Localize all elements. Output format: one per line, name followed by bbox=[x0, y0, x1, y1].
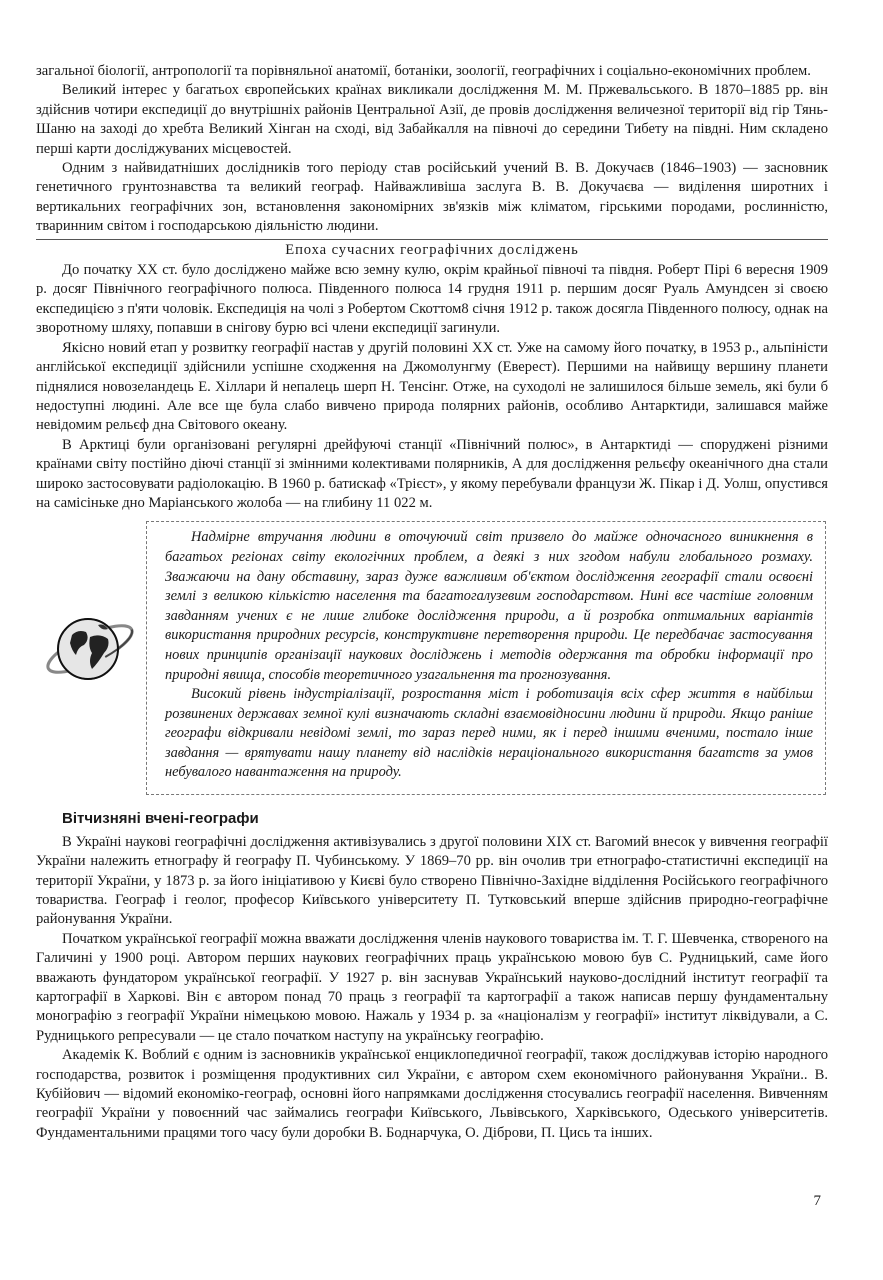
section-subheading: Епоха сучасних географічних досліджень bbox=[36, 239, 828, 260]
paragraph: загальної біології, антропології та порівняльної анатомії, ботаніки, зоології, географічних і соціально-економічних проблем. bbox=[36, 63, 811, 79]
globe-icon bbox=[38, 599, 138, 699]
paragraph: В Україні наукові географічні дослідження активізувались з другої половини ХІХ ст. Вагомий внесок у вивчення географії України належить етнографу й географу П. Чубинському. У 1869–70 рр. він очолив три етнографо-статистичні експедиції на території України, у 1873 р. за його ініціативою у Києві було створено Північно-Західне відділення Російського географічного товариства. Географ і геолог, професор Київського університету П. Тутковський вперше здійснив природно-географічне районування України. bbox=[36, 833, 828, 928]
callout-paragraph: Надмірне втручання людини в оточуючий світ призвело до майже одночасного виникнення в багатьох регіонах світу екологічних проблем, а деякі з них згодом набули глобального розмаху. Зважаючи на дану обставину, зараз дуже важливим об'єктом дослідження географії стали освоєні землі з великою кількістю населення та багатогалузевим господарством. Нині все частіше головним завданням учених є не лише глибоке дослідження природи, а й розробка оптимальних варіантів використання природних ресурсів, конструктивне перетворення природи. Це передбачає застосування нових принципів організації наукових досліджень і методів одержання та обробки інформації про природні явища, способів теоретичного узагальнення та прогнозування. bbox=[165, 529, 813, 683]
page-number: 7 bbox=[813, 1193, 821, 1209]
paragraph: Початком української географії можна вважати дослідження членів наукового товариства ім. Т. Г. Шевченка, створеного на Галичині у 1900 році. Автором перших наукових географічних праць українською мовою був С. Рудницький, саме його вважають фундатором української географії. У 1927 р. він заснував Український науково-дослідний інститут географії та картографії в Харкові. Він є автором понад 70 праць з географії та картографії а також написав першу фундаментальну монографію з географії України німецькою мовою. Нажаль у 1934 р. за «націоналізм у географії» інститут ліквідували, а С. Рудницького репресували — це стало початком наступу на українську географію. bbox=[36, 930, 828, 1044]
page-body bbox=[36, 62, 828, 1143]
section-title: Вітчизняні вчені-географи bbox=[62, 810, 259, 828]
paragraph: Одним з найвидатніших дослідників того періоду став російський учений В. В. Докучаєв (1846–1903) — засновник генетичного грунтознавства та великий географ. Найважливіша заслуга В. В. Докучаєва — виділення широтних і вертикальних географічних зон, встановлення закономірних зв'язків між кліматом, гірськими породами, рослинністю, тваринним світом і господарською діяльністю людини. bbox=[36, 160, 828, 235]
paragraph: До початку ХХ ст. було досліджено майже всю земну кулю, окрім крайньої півночі та півдня. Роберт Пірі 6 вересня 1909 р. досяг Північного географічного полюса. Південного полюса 14 грудня 1911 р. першим досяг Руаль Амундсен зі своєю експедицією з п'яти чоловік. Експедиція на чолі з Робертом Скоттом8 січня 1912 р. також досягла Південного полюсу, однак на зворотному шляху, попавши в снігову бурю всі члени експедиції загинули. bbox=[36, 262, 828, 337]
callout-section bbox=[36, 521, 828, 799]
paragraph: В Арктиці були організовані регулярні дрейфуючі станції «Північний полюс», в Антарктиді — споруджені різними країнами світу постійно діючі станції зі змінними колективами полярників, А для дослідження рельєфу океанічного дна стали широко застосовувати радіолокацію. В 1960 р. батискаф «Трієст», у якому перебували французи Ж. Пікар і Д. Уолш, опустився на самісіньке дно Маріанського жолоба — на глибину 11 022 м. bbox=[36, 436, 828, 511]
paragraph: Академік К. Воблий є одним із засновників української енциклопедичної географії, також досліджував історію народного господарства, розвиток і розміщення продуктивних сил України, є автором схем економічного районування України.. В. Кубійович — відомий економіко-географ, основні його напрямками дослідження стосувались географії населення. Вивченням географії України у повоєнний час займались географи Київського, Львівського, Харківського, Одеського університетів. Фундаментальними працями того часу були доробки В. Боднарчука, О. Діброви, П. Цись та інших. bbox=[36, 1047, 828, 1141]
paragraph: Великий інтерес у багатьох європейських країнах викликали дослідження М. М. Пржевальського. В 1870–1885 рр. він здійснив чотири експедиції до внутрішніх районів Центральної Азії, де провів дослідження величезної території від гір Тянь-Шаню на заході до хребта Великий Хінган на сході, від Забайкалля на півночі до середини Тибету на півдні. Ним складено перші карти досліджуваних місцевостей. bbox=[36, 82, 828, 157]
callout-box bbox=[146, 521, 826, 795]
paragraph: Якісно новий етап у розвитку географії настав у другій половині ХХ ст. Уже на самому його початку, в 1953 р., альпіністи англійської експедиції здійснили успішне сходження на Джомолунгму (Еверест). Першими на найвищу вершину планети піднялися новозеландець Е. Хіллари й непалець шерп Н. Тенсінг. Отже, на суходолі не залишилося більше земель, які були б недоступні людині. Але все ще була слабо вивчено природа полярних районів, особливо Антарктиди, залишався майже невідомим рельєф дна Світового океану. bbox=[36, 339, 828, 434]
callout-paragraph: Високий рівень індустріалізації, розростання міст і роботизація всіх сфер життя в найбільш розвинених державах земної кулі визначають складні взаємовідносини людини й природи. Якщо раніше географи відкривали невідомі землі, то зараз перед ними, як і перед іншими вченими, постало інше завдання — врятувати нашу планету від наслідків нераціонального використання багатств за умов небувалого навантаження на природу. bbox=[165, 686, 813, 781]
